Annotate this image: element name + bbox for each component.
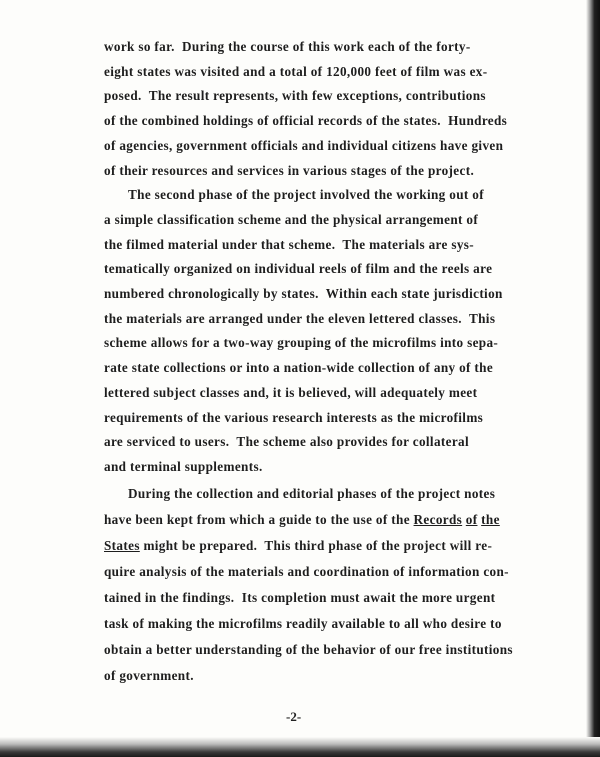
text-line: The second phase of the project involved the working out of (128, 187, 484, 202)
page-number: -2- (286, 709, 302, 724)
text-line: requirements of the various research interests as the microfilms (104, 410, 484, 425)
text-line: tained in the findings. Its completion must await the more urgent (104, 590, 496, 605)
text-line: of their resources and services in various stages of the project. (104, 163, 475, 178)
text-line: of agencies, government officials and individual citizens have given (104, 138, 504, 153)
text-line: are serviced to users. The scheme also provides for collateral (104, 434, 469, 449)
text-line: rate state collections or into a nation-wide collection of any of the (104, 360, 494, 375)
text-line: work so far. During the course of this work each of the forty- (104, 39, 471, 54)
text-line: numbered chronologically by states. Within each state jurisdiction (104, 286, 503, 301)
text-line: tematically organized on individual reels of film and the reels are (104, 261, 493, 276)
text-line: of government. (104, 668, 194, 683)
text-line: of the combined holdings of official records of the states. Hundreds (104, 113, 508, 128)
text-line: lettered subject classes and, it is believed, will adequately meet (104, 385, 478, 400)
text-line: scheme allows for a two-way grouping of the microfilms into sepa- (104, 335, 499, 350)
text-segment: have been kept from which a guide to the use of the (104, 512, 414, 527)
text-line (104, 512, 500, 528)
text-line: quire analysis of the materials and coordination of information con- (104, 564, 509, 579)
underlined-title: of (465, 512, 478, 527)
scan-edge-right (586, 0, 600, 757)
text-segment: might be prepared. This third phase of the project will re- (143, 538, 493, 553)
underlined-title: Records (413, 512, 463, 527)
text-line: posed. The result represents, with few exceptions, contributions (104, 88, 486, 103)
text-line: eight states was visited and a total of 120,000 feet of film was ex- (104, 64, 488, 79)
text-line: a simple classification scheme and the physical arrangement of (104, 212, 479, 227)
text-line: task of making the microfilms readily available to all who desire to (104, 616, 502, 631)
text-line: the materials are arranged under the eleven lettered classes. This (104, 311, 496, 326)
text-line (104, 538, 492, 554)
underlined-title: the (481, 512, 500, 527)
text-line: During the collection and editorial phases of the project notes (128, 486, 496, 501)
text-line: obtain a better understanding of the behavior of our free institutions (104, 642, 513, 657)
scan-edge-bottom (0, 737, 600, 757)
underlined-title: States (104, 538, 140, 553)
text-line: and terminal supplements. (104, 459, 263, 474)
text-line: the filmed material under that scheme. The materials are sys- (104, 237, 475, 252)
